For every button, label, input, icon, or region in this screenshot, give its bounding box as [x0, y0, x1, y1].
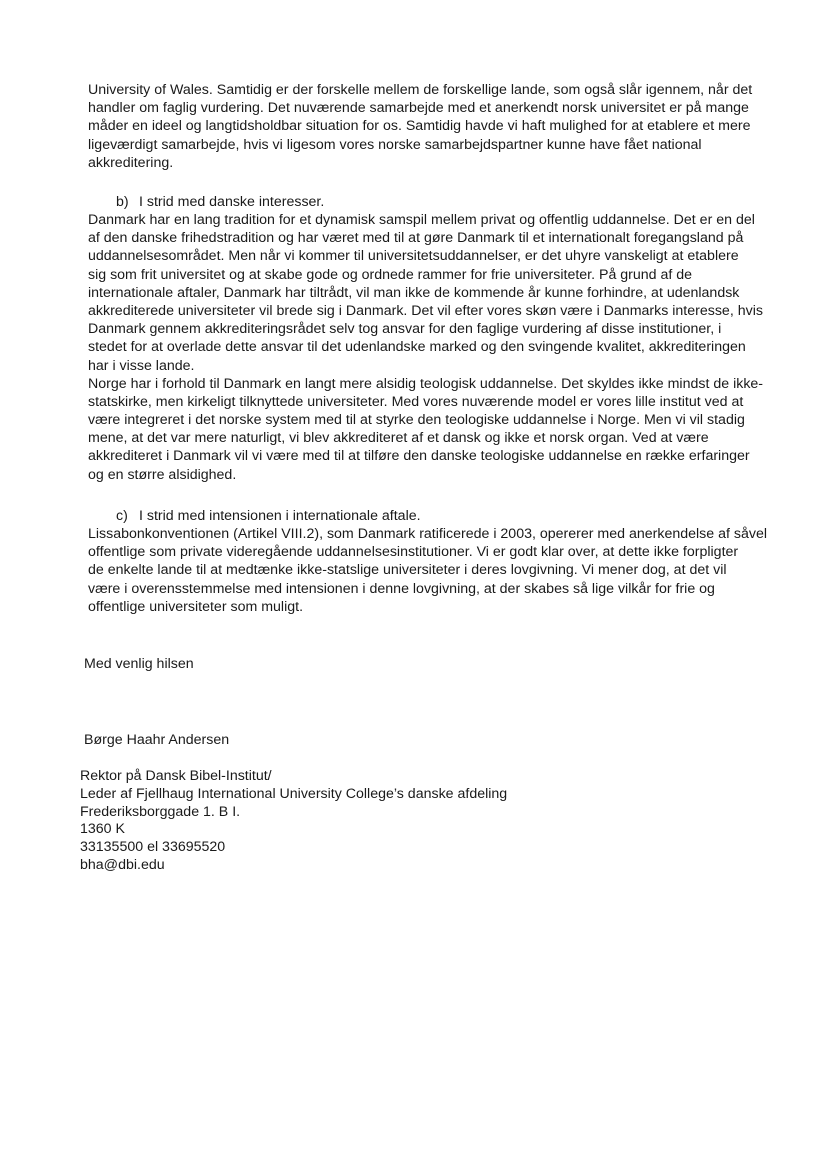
paragraph-line: akkreditering. — [88, 154, 174, 171]
signature-email: bha@dbi.edu — [80, 856, 165, 873]
section-title: I strid med intensionen i internationale aftale. — [139, 508, 421, 524]
signer-name — [84, 731, 774, 749]
paragraph-line: de enkelte lande til at medtænke ikke-statslige universiteter i deres lovgivning. Vi mener dog, at det vil — [88, 562, 727, 579]
signature-role: Leder af Fjellhaug International University College’s danske afdeling — [80, 785, 508, 802]
signer-name-text: Børge Haahr Andersen — [84, 732, 230, 748]
paragraph-line: måder en ideel og langtidsholdbar situation for os. Samtidig havde vi haft mulighed for at etablere et mere — [88, 118, 751, 135]
paragraph-line: akkrediterede universiteter vil brede sig i Danmark. Det vil efter vores skøn være i Danmarks interesse, hvis — [88, 302, 763, 319]
paragraph-line: Lissabonkonventionen (Artikel VIII.2), som Danmark ratificerede i 2003, opererer med anerkendelse af såvel — [88, 526, 767, 542]
paragraph-line: stedet for at overlade dette ansvar til det udenlandske marked og den svingende kvalitet, akkrediteringen — [88, 339, 746, 356]
paragraph-line: mene, at det var mere naturligt, vi blev akkrediteret af et dansk og ikke et norsk organ. Ved at være — [88, 430, 709, 447]
signature-phone: 33135500 el 33695520 — [80, 839, 226, 856]
signature-title: Rektor på Dansk Bibel-Institut/ — [80, 768, 272, 784]
closing-salutation — [84, 655, 774, 673]
paragraph-line: være integreret i det norske system med til at styrke den teologiske uddannelse i Norge. Men vi vil stadig — [88, 412, 745, 429]
paragraph-line: og en større alsidighed. — [88, 466, 237, 483]
list-marker: b) — [116, 194, 129, 210]
section-title: I strid med danske interesser. — [139, 194, 325, 210]
paragraph-line: offentlige universiteter som muligt. — [88, 598, 304, 615]
paragraph-line: Danmark har en lang tradition for et dynamisk samspil mellem privat og offentlig uddannelse. Det er en del — [88, 212, 755, 228]
paragraph-line: University of Wales. Samtidig er der forskelle mellem de forskellige lande, som også slår igennem, når det — [88, 82, 753, 98]
paragraph-line: Norge har i forhold til Danmark en langt mere alsidig teologisk uddannelse. Det skyldes ikke mindst de ikke- — [88, 375, 764, 392]
section-heading — [88, 193, 778, 211]
paragraph-line: akkrediteret i Danmark vil vi være med til at tilføre den danske teologiske uddannelse en række erfaringer — [88, 448, 750, 465]
paragraph-line: har i visse lande. — [88, 357, 195, 374]
list-marker: c) — [116, 508, 128, 524]
closing-text: Med venlig hilsen — [84, 656, 194, 672]
section-heading — [88, 507, 778, 525]
signature-postcode: 1360 K — [80, 821, 125, 838]
section-body — [88, 211, 763, 484]
paragraph-line: ligeværdigt samarbejde, hvis vi ligesom vores norske samarbejdspartner kunne have fået national — [88, 136, 702, 153]
signature-block — [80, 768, 770, 875]
paragraph-line: af den danske frihedstradition og har været med til at gøre Danmark til et internationalt foregangsland på — [88, 230, 744, 247]
paragraph-line: Danmark gennem akkrediteringsrådet selv tog ansvar for den faglige vurdering af disse institutioner, i — [88, 321, 722, 338]
paragraph-line: internationale aftaler, Danmark har tiltrådt, vil man ikke de kommende år kunne forhindre, at udenlandsk — [88, 284, 740, 301]
intro-paragraph — [88, 81, 778, 172]
paragraph-line: handler om faglig vurdering. Det nuværende samarbejde med et anerkendt norsk universitet er på mange — [88, 100, 749, 117]
signature-address: Frederiksborggade 1. B I. — [80, 803, 241, 820]
paragraph-line: sig som frit universitet og at skabe gode og ordnede rammer for frie universiteter. På grund af de — [88, 266, 693, 283]
paragraph-line: være i overensstemmelse med intensionen i denne lovgivning, at der skabes så lige vilkår for frie og — [88, 580, 715, 597]
paragraph-line: statskirke, men kirkeligt tilknyttede universiteter. Med vores nuværende model er vores lille institut ved at — [88, 393, 744, 410]
section-body — [88, 525, 767, 616]
paragraph-line: uddannelsesområdet. Men når vi kommer til universitetsuddannelser, er det uhyre vanskeligt at etablere — [88, 248, 739, 265]
paragraph-line: offentlige som private videregående uddannelsesinstitutioner. Vi er godt klar over, at dette ikke forpligter — [88, 544, 739, 561]
